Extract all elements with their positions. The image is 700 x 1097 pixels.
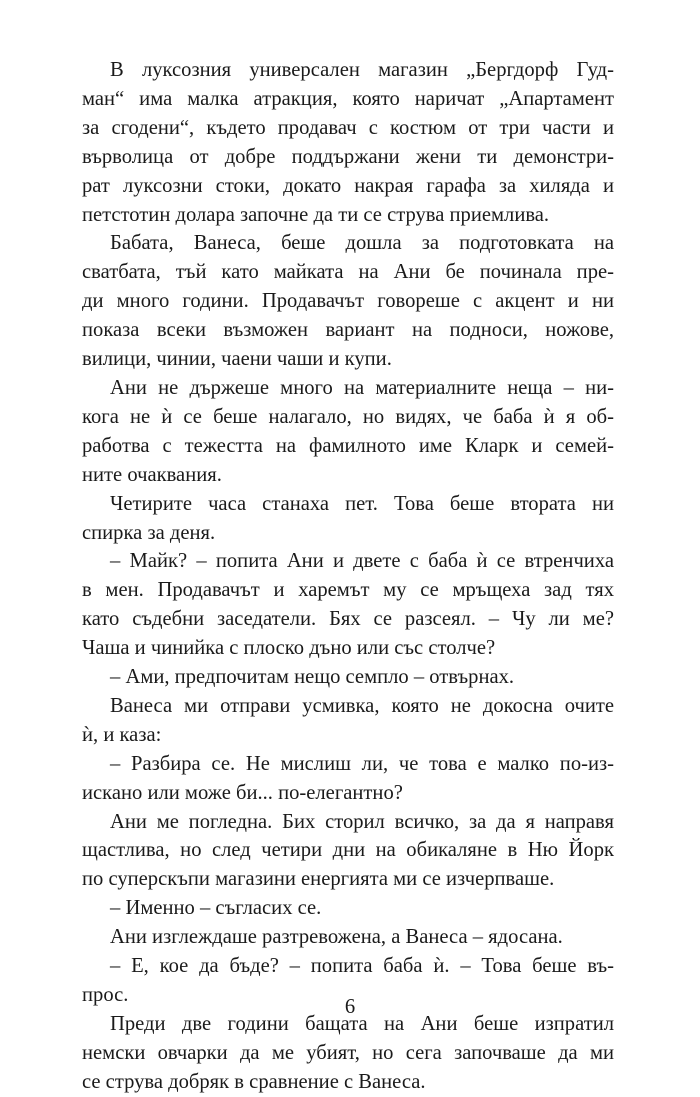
paragraph <box>82 750 614 808</box>
text-line: сватбата, тъй като майката на Ани бе починала пре- <box>82 261 614 284</box>
paragraph <box>82 808 614 895</box>
text-line: – Ами, предпочитам нещо семпло – отвърнах. <box>110 666 515 689</box>
text-line: върволица от добре поддържани жени ти демонстри- <box>82 145 614 168</box>
paragraph <box>82 374 614 490</box>
text-line: се струва добряк в сравнение с Ванеса. <box>82 1070 426 1093</box>
text-line: петстотин долара започне да ти се струва приемлива. <box>82 203 550 226</box>
text-line: в мен. Продавачът и харемът му се мръщеха зад тях <box>82 579 614 602</box>
text-line: В луксозния универсален магазин „Бергдорф Гуд- <box>110 59 614 81</box>
paragraph <box>82 923 614 952</box>
body-text <box>82 56 614 1097</box>
paragraph <box>82 490 614 548</box>
text-line: – Именно – съгласих се. <box>110 897 322 920</box>
text-line: немски овчарки да ме убият, но сега започваше да ми <box>82 1041 614 1064</box>
text-line: – Е, кое да бъде? – попита баба ѝ. – Това беше въ- <box>110 955 614 978</box>
page-number: 6 <box>344 996 356 1018</box>
text-line: като съдебни заседатели. Бях се разсеял. – Чу ли ме? <box>82 608 614 631</box>
text-line: рат луксозни стоки, докато накрая гарафа за хиляда и <box>82 174 614 197</box>
text-line: – Разбира се. Не мислиш ли, че това е малко по-из- <box>110 752 614 775</box>
paragraph <box>82 547 614 663</box>
text-line: ѝ, и каза: <box>82 723 162 746</box>
text-line: по суперскъпи магазини енергията ми се изчерпваше. <box>82 868 555 891</box>
text-line: ните очаквания. <box>82 463 222 486</box>
text-line: – Майк? – попита Ани и двете с баба ѝ се втренчиха <box>110 550 614 573</box>
text-line: Четирите часа станаха пет. Това беше втората ни <box>110 492 614 515</box>
text-line: Бабата, Ванеса, беше дошла за подготовката на <box>110 232 614 255</box>
paragraph <box>82 1010 614 1097</box>
text-line: Преди две години бащата на Ани беше изпратил <box>110 1012 614 1035</box>
text-line: ман“ има малка атракция, която наричат „Апартамент <box>82 87 614 110</box>
text-line: искано или може би... по-елегантно? <box>82 781 403 804</box>
text-line: Ани изглеждаше разтревожена, а Ванеса – ядосана. <box>110 926 563 949</box>
text-line: работва с тежестта на фамилното име Кларк и семей- <box>82 434 614 457</box>
text-line: прос. <box>82 984 129 1006</box>
text-line: Чаша и чинийка с плоско дъно или със столче? <box>82 637 496 660</box>
text-line: Ани не държеше много на материалните неща – ни- <box>110 376 614 399</box>
paragraph <box>82 229 614 374</box>
text-line: за сгодени“, където продавач с костюм от три части и <box>82 116 614 139</box>
text-line: ди много години. Продавачът говореше с акцент и ни <box>82 290 614 313</box>
text-line: Ванеса ми отправи усмивка, която не докосна очите <box>110 694 614 717</box>
paragraph <box>82 56 614 229</box>
text-line: спирка за деня. <box>82 521 216 544</box>
text-line: щастлива, но след четири дни на обикаляне в Ню Йорк <box>82 839 614 862</box>
paragraph <box>82 894 614 923</box>
paragraph <box>82 692 614 750</box>
text-line: кога не ѝ се беше налагало, но видях, че баба ѝ я об- <box>82 405 614 428</box>
text-line: вилици, чинии, чаени чаши и купи. <box>82 348 392 371</box>
text-line: Ани ме погледна. Бих сторил всичко, за да я направя <box>110 810 614 833</box>
paragraph <box>82 663 614 692</box>
text-line: показа всеки възможен вариант на подноси, ножове, <box>82 319 614 342</box>
